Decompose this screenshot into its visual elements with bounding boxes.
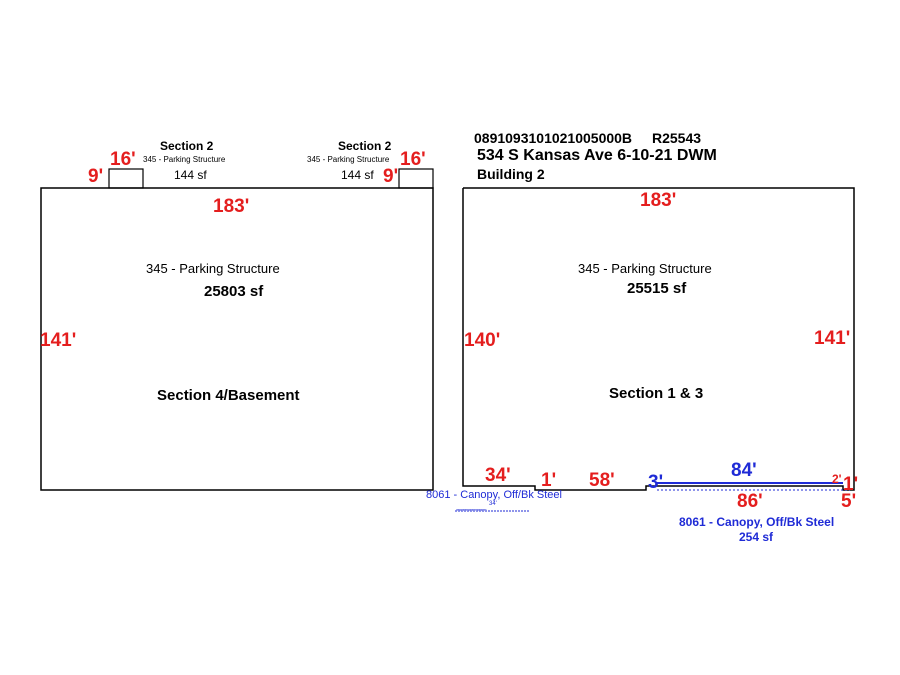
left-section-label: Section 4/Basement bbox=[157, 387, 300, 404]
right-section-label: Section 1 & 3 bbox=[609, 385, 704, 402]
record-id: R25543 bbox=[652, 130, 702, 146]
canopy-main-area: 254 sf bbox=[739, 530, 774, 544]
right-dim-bottom-4: 86' bbox=[737, 491, 763, 512]
right-dim-right: 141' bbox=[814, 328, 851, 349]
parcel-id: 0891093101021005000B bbox=[474, 130, 633, 146]
right-dim-bottom-2: 1' bbox=[541, 470, 557, 491]
canopy-small-label: 8061 - Canopy, Off/Bk Steel bbox=[426, 489, 562, 501]
canopy-main-label: 8061 - Canopy, Off/Bk Steel bbox=[679, 515, 835, 529]
building-label: Building 2 bbox=[477, 166, 545, 182]
right-dim-small: 2' bbox=[832, 472, 842, 486]
canopy-small-dim: 34' bbox=[489, 501, 497, 507]
left-building-outline bbox=[41, 188, 433, 490]
right-use-label: 345 - Parking Structure bbox=[578, 261, 712, 276]
annex-1-section: Section 2 bbox=[160, 139, 214, 153]
right-dim-bottom-5: 5' bbox=[841, 491, 857, 512]
left-use-label: 345 - Parking Structure bbox=[146, 261, 280, 276]
right-area: 25515 sf bbox=[627, 280, 687, 297]
canopy-main-dim-top: 84' bbox=[731, 460, 757, 481]
annex-2-width: 16' bbox=[400, 149, 426, 170]
annex-2-height: 9' bbox=[383, 166, 399, 187]
left-dim-top: 183' bbox=[213, 196, 250, 217]
annex-2-use: 345 - Parking Structure bbox=[307, 155, 390, 164]
left-area: 25803 sf bbox=[204, 283, 264, 300]
annex-2-area: 144 sf bbox=[341, 168, 374, 182]
annex-1-use: 345 - Parking Structure bbox=[143, 155, 226, 164]
annex-1-outline bbox=[109, 169, 143, 188]
left-dim-left: 141' bbox=[40, 330, 77, 351]
annex-2-section: Section 2 bbox=[338, 139, 392, 153]
right-dim-bottom-1: 34' bbox=[485, 465, 511, 486]
annex-2-outline bbox=[399, 169, 433, 188]
right-dim-bottom-6: 1' bbox=[843, 474, 859, 495]
annex-1-area: 144 sf bbox=[174, 168, 207, 182]
right-dim-left: 140' bbox=[464, 330, 501, 351]
annex-1-width: 16' bbox=[110, 149, 136, 170]
canopy-small-hatch: ≈≈≈≈≈≈≈≈≈≈≈≈≈ bbox=[456, 508, 486, 514]
right-dim-bottom-3: 58' bbox=[589, 470, 615, 491]
address: 534 S Kansas Ave 6-10-21 DWM bbox=[477, 147, 717, 164]
canopy-main-dim-side: 3' bbox=[648, 472, 664, 493]
annex-1-height: 9' bbox=[88, 166, 104, 187]
right-building-outline bbox=[463, 188, 854, 493]
right-dim-top: 183' bbox=[640, 190, 677, 211]
